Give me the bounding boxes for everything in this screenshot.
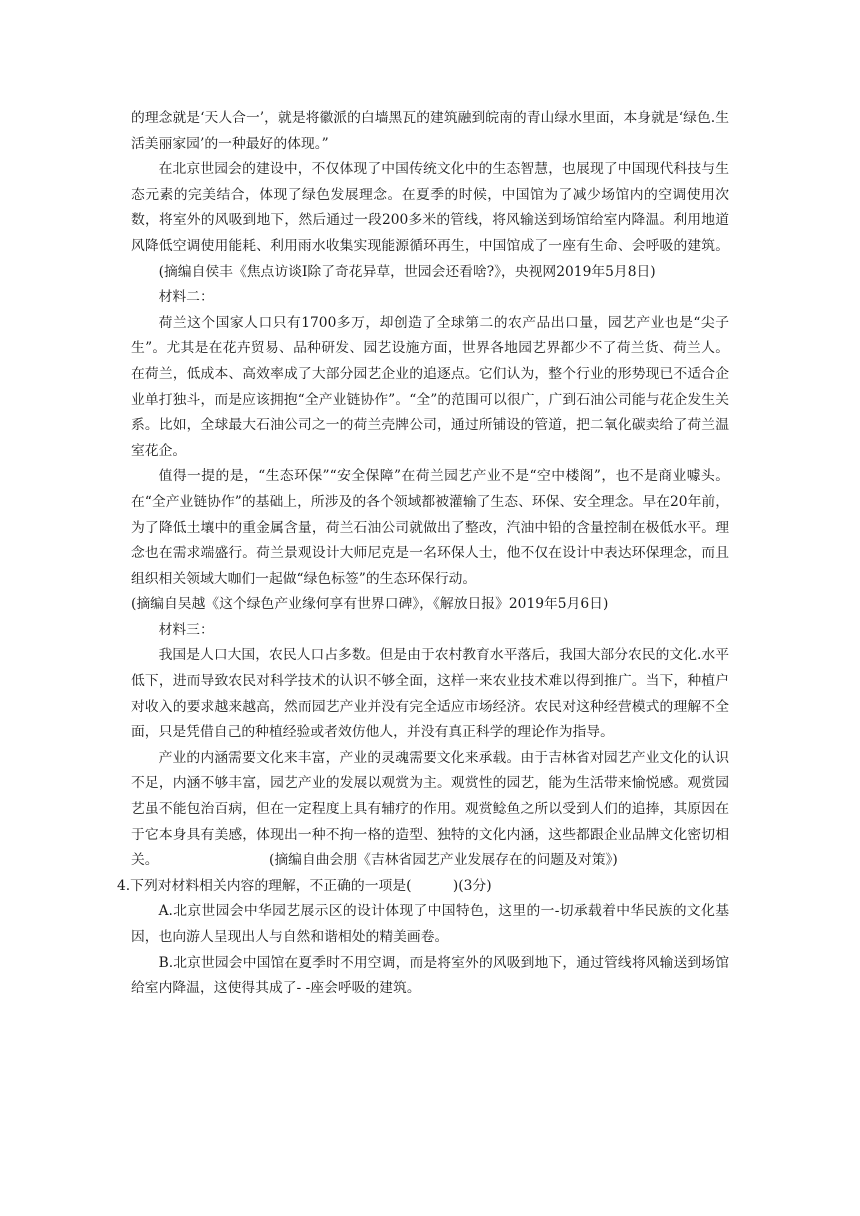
paragraph-2-text: 在北京世园会的建设中，不仅体现了中国传统文化中的生态智慧，也展现了中国现代科技与生态元素的完美结合，体现了绿色发展理念。在夏季的时候，中国馆为了减少场馆内的空调使用次数，将室外的风吸到地下，然后通过一段200多米的管线，将风输送到场馆给室内降温。利用地道风降低空调使用能耗、利用雨水收集实现能源循环再生，中国馆成了一座有生命、会呼吸的建筑。 bbox=[131, 161, 729, 254]
paragraph-5: 我国是人口大国，农民人口占多数。但是由于农村教育水平落后，我国大部分农民的文化.水平低下，进而导致农民对科学技术的认识不够全面，这样一来农业技术难以得到推广。当下，种植户对收入的要求越来越高，然而园艺产业并没有完全适应市场经济。农民对这种经营模式的理解不全面，只是凭借自己的种植经验或者效仿他人，并没有真正科学的理论作为指导。 bbox=[131, 647, 729, 741]
paragraph-6-source: (摘编自曲会朋《吉林省园艺产业发展存在的问题及对策》) bbox=[268, 852, 618, 869]
option-a: A.北京世园会中华园艺展示区的设计体现了中国特色，这里的一-切承载着中华民族的文化基因，也向游人呈现出人与自然和谐相处的精美画卷。 bbox=[131, 903, 729, 945]
paragraph-1-continued: 的理念就是‘天人合一’，就是将徽派的白墙黑瓦的建筑融到皖南的青山绿水里面，本身就是‘绿色.生活美丽家园’的一种最好的体现。” bbox=[131, 110, 729, 152]
paragraph-4-source bbox=[131, 592, 729, 618]
material-3-label: 材料三： bbox=[158, 621, 214, 638]
paragraph-6 bbox=[131, 746, 729, 874]
paragraph-3: 荷兰这个国家人口只有1700多万，却创造了全球第二的农产品出口量，园艺产业也是“尖子生”。尤其是在花卉贸易、品种研发、园艺设施方面，世界各地园艺界都少不了荷兰货、荷兰人。在荷兰，低成本、高效率成了大部分园艺企业的追逐点。它们认为，整个行业的形势现已不适合企业单打独斗，而是应该拥抱“全产业链协作”。“全”的范围可以很广，广到石油公司能与花企发生关系。比如，全球最大石油公司之一的荷兰壳牌公司，通过所铺设的管道，把二氧化碳卖给了荷兰温室花企。 bbox=[131, 314, 729, 459]
paragraph-2-source: (摘编自侯丰《焦点访谈Ⅰ除了奇花异草，世园会还看啥?》，央视网2019年5月8日) bbox=[158, 263, 656, 280]
paragraph-6-text: 产业的内涵需要文化来丰富，产业的灵魂需要文化来承载。由于吉林省对园艺产业文化的认识不足，内涵不够丰富，园艺产业的发展以观赏为主。观赏性的园艺，能为生活带来愉悦感。观赏园艺虽不能包治百病，但在一定程度上具有辅疗的作用。观赏鲶鱼之所以受到人们的追捧，其原因在于它本身具有美感，体现出一种不拘一格的造型、独特的文化内涵，这些都跟企业品牌文化密切相关。 bbox=[131, 749, 729, 869]
paragraph-4: 值得一提的是，“生态环保”“安全保障”在荷兰园艺产业不是“空中楼阁”，也不是商业噱头。在“全产业链协作”的基础上，所涉及的各个领域都被灌输了生态、环保、安全理念。早在20年前，为了降低土壤中的重金属含量，荷兰石油公司就做出了整改，汽油中铅的含量控制在极低水平。理念也在需求端盛行。荷兰景观设计大师尼克是一名环保人士，他不仅在设计中表达环保理念，而且组织相关领域大咖们一起做“绿色标签”的生态环保行动。 bbox=[131, 468, 729, 587]
paragraph-4-source-text: (摘编自吴越《这个绿色产业缘何享有世界口碑》，《解放日报》2019年5月6日) bbox=[131, 596, 609, 613]
document-page bbox=[117, 106, 729, 1002]
question-4: 4.下列对材料相关内容的理解，不正确的一项是( )(3分) bbox=[117, 877, 492, 894]
paragraph-2 bbox=[131, 157, 729, 285]
material-2-label: 材料二： bbox=[158, 289, 214, 306]
option-b: B.北京世园会中国馆在夏季时不用空调，而是将室外的风吸到地下，通过管线将风输送到场馆给室内降温，这使得其成了- -座会呼吸的建筑。 bbox=[131, 954, 729, 997]
